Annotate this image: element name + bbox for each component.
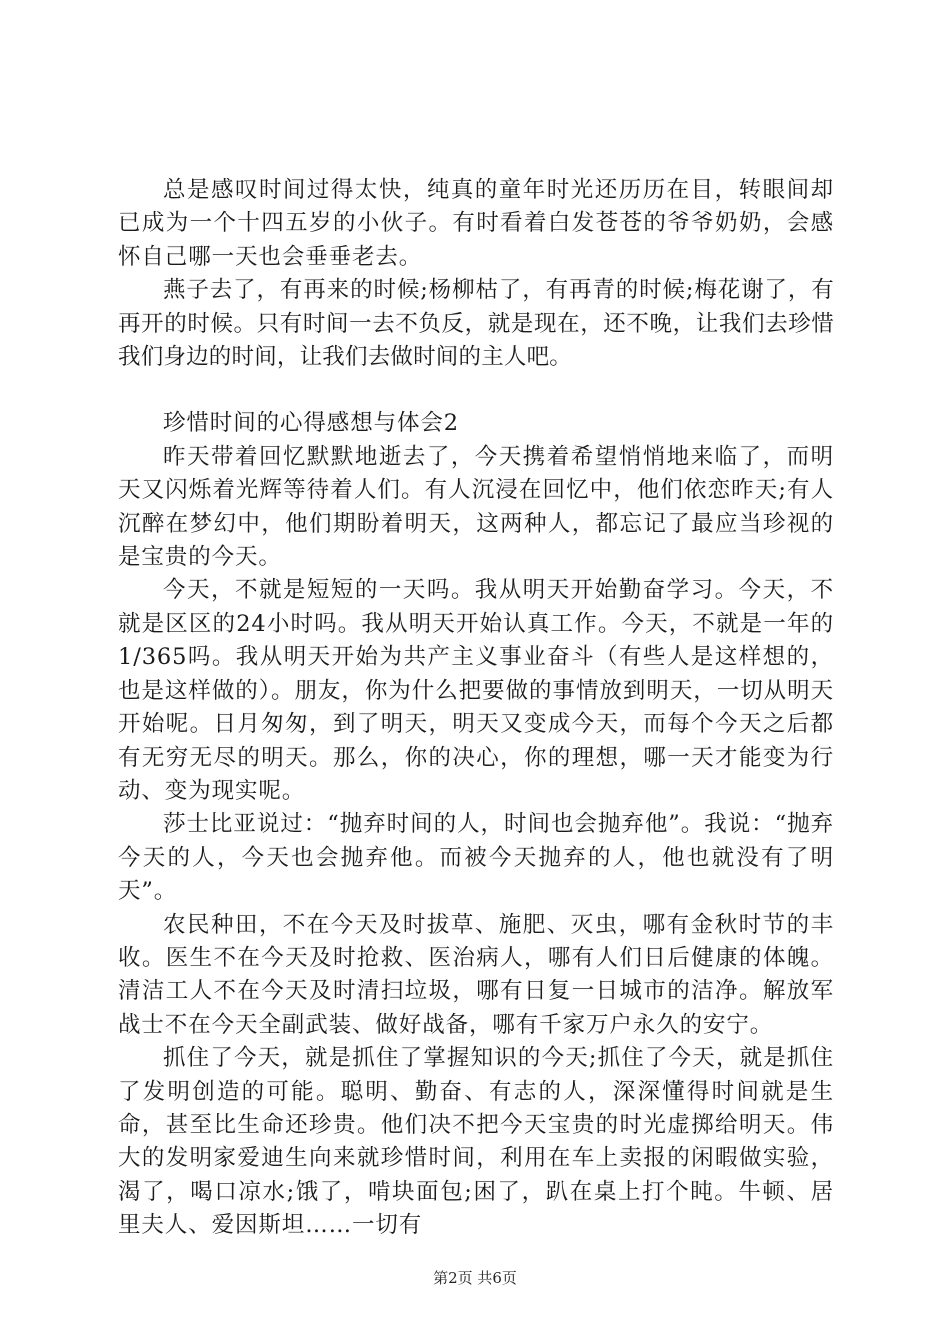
section-title: 珍惜时间的心得感想与体会2 xyxy=(163,410,460,437)
paragraph-today: 今天，不就是短短的一天吗。我从明天开始勤奋学习。今天，不就是区区的24小时吗。我从明天开始认真工作。今天，不就是一年的1/365吗。我从明天开始为共产主义事业奋斗（有些人是这样想的，也是这样做的）。朋友，你为什么把要做的事情放到明天，一切从明天开始呢。日月匆匆，到了明天，明天又变成今天，而每个今天之后都有无穷无尽的明天。那么，你的决心，你的理想，哪一天才能变为行动、变为现实呢。 xyxy=(118,577,834,804)
document-body xyxy=(118,174,834,1243)
paragraph-time-flies: 总是感叹时间过得太快，纯真的童年时光还历历在目，转眼间却已成为一个十四五岁的小伙子。有时看着白发苍苍的爷爷奶奶，会感怀自己哪一天也会垂垂老去。 xyxy=(118,177,834,270)
page-footer: 第2页 共6页 xyxy=(433,1269,517,1287)
paragraph-seize-today: 抓住了今天，就是抓住了掌握知识的今天;抓住了今天，就是抓住了发明创造的可能。聪明、勤奋、有志的人，深深懂得时间就是生命，甚至比生命还珍贵。他们决不把今天宝贵的时光虚掷给明天。伟大的发明家爱迪生向来就珍惜时间，利用在车上卖报的闲暇做实验，渴了，喝口凉水;饿了，啃块面包;困了，趴在桌上打个盹。牛顿、居里夫人、爱因斯坦……一切有 xyxy=(118,1045,834,1239)
section-gap xyxy=(118,374,834,407)
paragraph-shakespeare: 莎士比亚说过：“抛弃时间的人，时间也会抛弃他”。我说：“抛弃今天的人，今天也会抛弃他。而被今天抛弃的人，他也就没有了明天”。 xyxy=(118,811,834,905)
paragraph-swallows: 燕子去了，有再来的时候;杨柳枯了，有再青的时候;梅花谢了，有再开的时候。只有时间一去不负反，就是现在，还不晚，让我们去珍惜我们身边的时间，让我们去做时间的主人吧。 xyxy=(118,277,834,371)
paragraph-yesterday: 昨天带着回忆默默地逝去了，今天携着希望悄悄地来临了，而明天又闪烁着光辉等待着人们。有人沉浸在回忆中，他们依恋昨天;有人沉醉在梦幻中，他们期盼着明天，这两种人，都忘记了最应当珍视的是宝贵的今天。 xyxy=(118,443,834,571)
paragraph-farmers: 农民种田，不在今天及时拔草、施肥、灭虫，哪有金秋时节的丰收。医生不在今天及时抢救、医治病人，哪有人们日后健康的体魄。清洁工人不在今天及时清扫垃圾，哪有日复一日城市的洁净。解放军战士不在今天全副武装、做好战备，哪有千家万户永久的安宁。 xyxy=(118,911,834,1038)
